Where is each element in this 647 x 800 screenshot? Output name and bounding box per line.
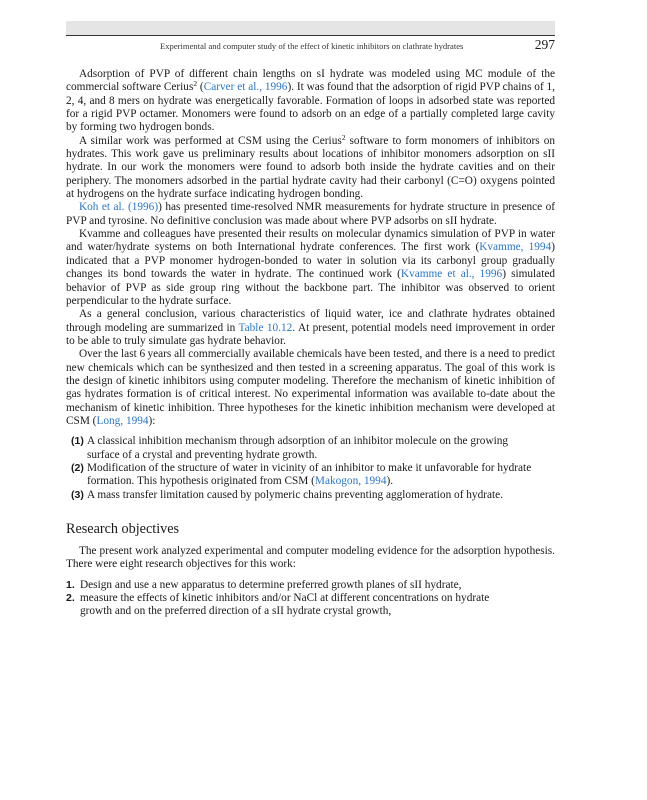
header-bar (66, 21, 555, 35)
list-item (66, 579, 510, 592)
paragraph (66, 201, 555, 228)
paragraph (66, 228, 555, 308)
text: software to form monomers of inhibitors on hydrates. This work gave us preliminary results about locations of inhibitor monomers adsorption on sII hydrate. In our work the monomers were found to adsorb both inside the hydrate cavities and on their periphery. The monomers adsorbed in the partial hydrate cavity had their carbonyl (C=O) oxygens pointed at hydrogens on the hydrate surface indicating hydrogen bonding. (66, 134, 556, 201)
text: Adsorption of PVP of different chain lengths on sI hydrate was modeled using MC module of the commercial software Cerius (66, 68, 555, 94)
text: ) indicated that a PVP monomer hydrogen-bonded to water in solution via its carbonyl group gradually changes its bond towards the water in hydrate. The continued work ( (66, 241, 555, 281)
paragraph: The present work analyzed experimental and computer modeling evidence for the adsorption hypothesis. There were eight research objectives for this work: (66, 545, 555, 571)
running-title: Experimental and computer study of the effect of kinetic inhibitors on clathrate hydrates (160, 41, 464, 51)
superscript: 2 (193, 79, 198, 89)
text: As a general conclusion, various characteristics of liquid water, ice and clathrate hydrates obtained through modeling are summarized in (66, 308, 555, 334)
text: ) has presented time-resolved NMR measurements for hydrate structure in presence of PVP and tyrosine. No definitive conclusion was made about where PVP adsorbs on sII hydrate. (66, 201, 555, 227)
citation-link[interactable]: Long, 1994 (96, 414, 149, 427)
citation-link[interactable]: Kvamme et al., 1996 (400, 268, 503, 281)
citation-link[interactable]: Koh et al. (1996) (79, 201, 159, 214)
list-number: (2) (71, 461, 84, 474)
list-item (66, 489, 533, 502)
objectives-list (66, 579, 555, 619)
table-link[interactable]: Table 10.12 (238, 321, 293, 334)
text: ( (197, 81, 204, 94)
paragraph (66, 132, 556, 202)
text: A classical inhibition mechanism through adsorption of an inhibitor molecule on the growing surface of a crystal and preventing hydrate growth. (87, 435, 509, 461)
list-item (66, 462, 533, 489)
hypotheses-list (66, 435, 555, 502)
text: Kvamme and colleagues have presented their results on molecular dynamics simulation of PVP in water and water/hydrate systems on both International hydrate conferences. The first work ( (66, 228, 555, 254)
text: Modification of the structure of water in vicinity of an inhibitor to make it unfavorable for hydrate formation. This hypothesis originated from CSM ( (87, 461, 532, 488)
text: ): (148, 414, 156, 427)
paragraph (66, 348, 555, 428)
citation-link[interactable]: Kvamme, 1994 (479, 241, 552, 254)
text: ). It was found that the adsorption of rigid PVP chains of 1, 2, 4, and 8 mers on hydrate was energetically favorable. Formation of loops in adsorbed state was reported for a rigid PVP octamer. Monomers were found to adsorb on an edge of a partially completed large cavity by forming two hydrogen bonds. (66, 81, 555, 134)
section-heading: Research objectives (66, 521, 180, 537)
page-body (66, 68, 555, 619)
paragraph (66, 308, 555, 348)
list-number: (1) (71, 435, 84, 448)
citation-link[interactable]: Makogon, 1994 (314, 475, 387, 488)
text: ) simulated behavior of PVP as side group ring without the backbone part. The inhibitor was observed to orient perpendicular to the hydrate surface. (66, 268, 556, 307)
paragraph (66, 68, 555, 135)
superscript: 2 (341, 132, 346, 142)
text: Design and use a new apparatus to determine preferred growth planes of sII hydrate, (80, 578, 462, 591)
text: Over the last 6 years all commercially available chemicals have been tested, and there is a need to predict new chemicals which can be synthesized and then tested in a screening apparatus. The goal of this work is the design of kinetic inhibitors using computer modeling. Therefore the mechanism of kinetic inhibition of gas hydrates formation is of critical interest. No experimental information was available to-date about the mechanism of kinetic inhibition. Three hypotheses for the kinetic inhibition mechanism were developed at CSM ( (66, 348, 555, 427)
text: A mass transfer limitation caused by polymeric chains preventing agglomeration of hydrate. (87, 488, 503, 501)
list-number: 2. (66, 592, 75, 605)
text: A similar work was performed at CSM using the Cerius (79, 134, 342, 147)
header-rule (66, 35, 555, 36)
text: ). (386, 475, 394, 488)
text: . At present, potential models need improvement in order to be able to truly simulate gas hydrate behavior. (66, 321, 555, 347)
list-number: 1. (66, 578, 75, 591)
page-number: 297 (534, 37, 555, 52)
citation-link[interactable]: Carver et al., 1996 (203, 81, 288, 94)
list-number: (3) (71, 488, 84, 501)
list-item (66, 592, 510, 619)
text: measure the effects of kinetic inhibitors and/or NaCl at different concentrations on hydrate growth and on the preferred direction of a sII hydrate crystal growth, (80, 592, 490, 618)
page-header (66, 39, 555, 53)
list-item (66, 435, 533, 462)
